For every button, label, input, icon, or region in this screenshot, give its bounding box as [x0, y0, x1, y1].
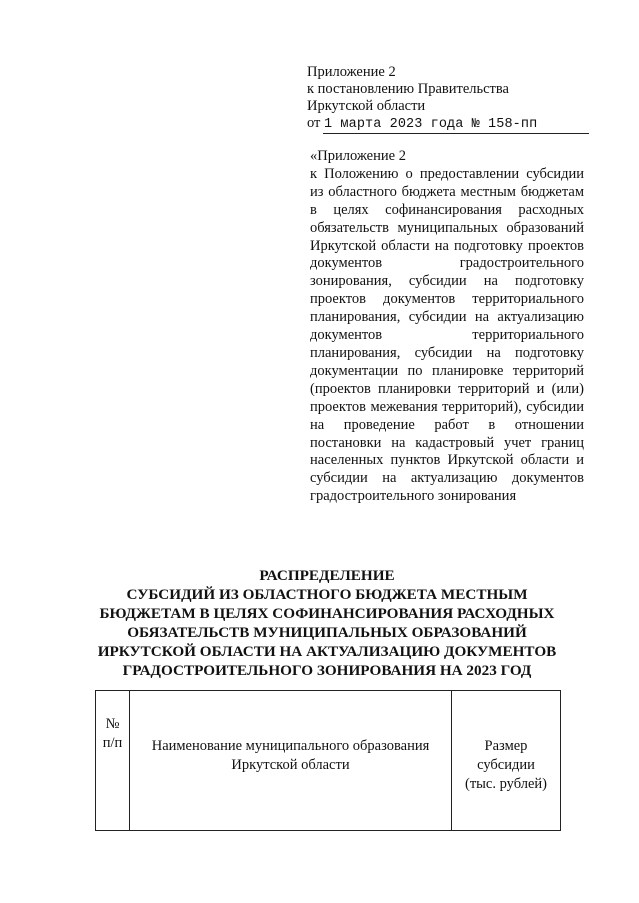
heading-line-3: БЮДЖЕТАМ В ЦЕЛЯХ СОФИНАНСИРОВАНИЯ РАСХОДНЫХ: [99, 605, 555, 622]
header-date-line: [307, 115, 592, 133]
table-header-municipality: [130, 691, 452, 830]
amount-header-line-1: Размер: [484, 738, 528, 754]
number-abbr: п/п: [102, 735, 123, 751]
heading-line-5: ИРКУТСКОЙ ОБЛАСТИ НА АКТУАЛИЗАЦИЮ ДОКУМЕНТОВ: [97, 643, 557, 660]
heading-line-2: СУБСИДИЙ ИЗ ОБЛАСТНОГО БЮДЖЕТА МЕСТНЫМ: [126, 586, 528, 603]
subsidy-table: [95, 690, 561, 831]
header-date-prefix: от: [307, 115, 321, 131]
heading-line-1: РАСПРЕДЕЛЕНИЕ: [259, 567, 395, 584]
appendix-title: «Приложение 2: [310, 148, 406, 164]
heading-line-6: ГРАДОСТРОИТЕЛЬНОГО ЗОНИРОВАНИЯ НА 2023 ГОД: [122, 662, 532, 679]
municipality-header-line-2: Иркутской области: [231, 757, 350, 773]
header-resolution-label: к постановлению Правительства: [307, 81, 509, 97]
table-header-amount: [452, 691, 560, 830]
municipality-header-line-1: Наименование муниципального образования: [151, 738, 430, 754]
distribution-heading: [82, 566, 572, 680]
number-sign: №: [105, 716, 120, 732]
header-date-value: 1 марта 2023 года № 158-пп: [324, 117, 538, 132]
appendix-text: к Положению о предоставлении субсидии из областного бюджета местным бюджетам в целях софинансирования расходных обязательств муниципальных образований Иркутской области на подготовку проектов документов градостроительного зонирования, субсидии на подготовку проектов документов территориального планирования, субсидии на актуализацию документов территориального планирования, субсидии на подготовку документации по планировке территорий (проектов планировки территорий и (или) проектов межевания территорий), субсидии на проведение работ в отношении постановки на кадастровый учет границ населенных пунктов Иркутской области и субсидии на актуализацию документов градостроительного зонирования: [310, 165, 584, 505]
header-appendix-label: Приложение 2: [307, 64, 396, 80]
table-header-number: [96, 691, 130, 830]
header-region-label: Иркутской области: [307, 98, 426, 114]
amount-header-line-3: (тыс. рублей): [465, 776, 547, 792]
amount-header-line-2: субсидии: [477, 757, 535, 773]
heading-line-4: ОБЯЗАТЕЛЬСТВ МУНИЦИПАЛЬНЫХ ОБРАЗОВАНИЙ: [127, 624, 527, 641]
date-underline: [323, 133, 589, 134]
document-header: [307, 64, 592, 133]
appendix-reference: [310, 148, 584, 506]
